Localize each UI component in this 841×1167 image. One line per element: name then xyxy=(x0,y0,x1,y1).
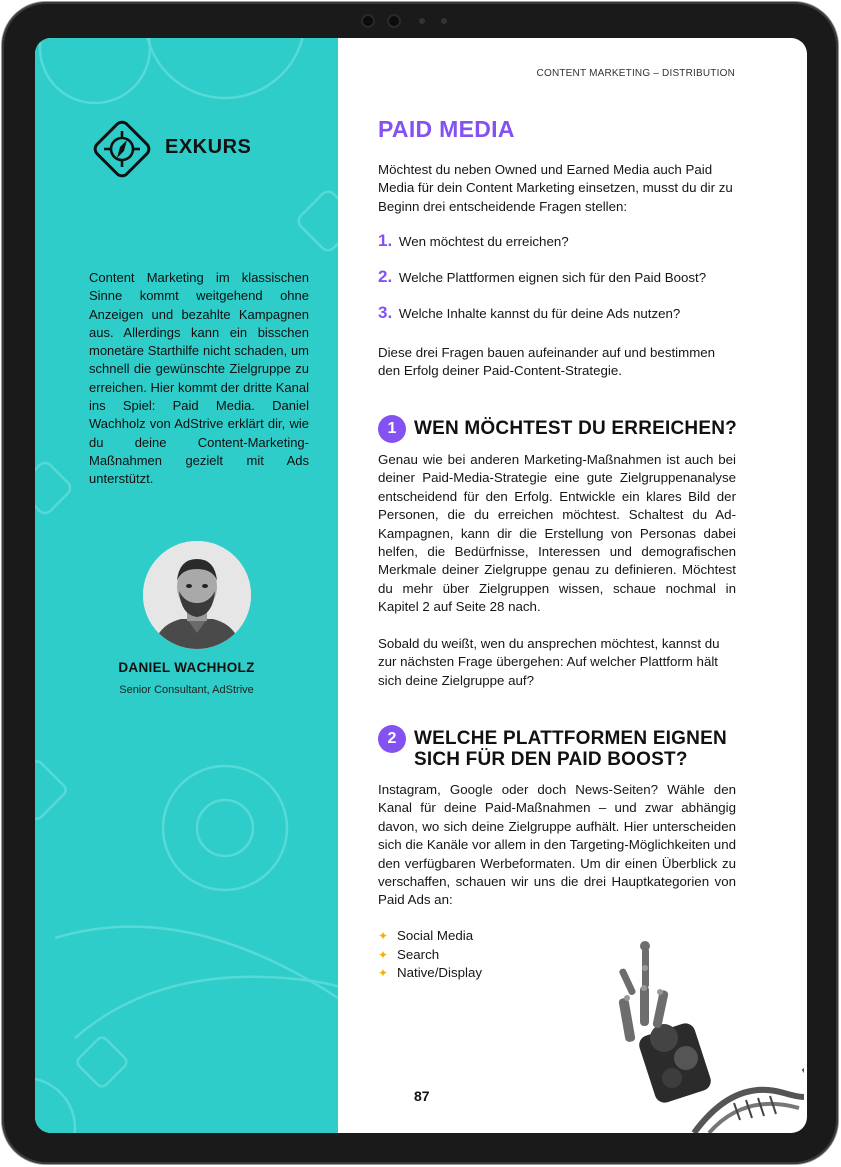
question-number: 1. xyxy=(378,231,393,250)
author-portrait xyxy=(143,541,251,649)
four-point-star-icon: ✦ xyxy=(378,947,389,962)
list-item-label: Social Media xyxy=(397,928,474,943)
exkurs-intro-text: Content Marketing im klassischen Sinne kommt weitgehend ohne Anzeigen und bezahlte Kampagnen aus. Allerdings kann ein bisschen monetäre Starthilfe nicht schaden, um schnell die gewünschte Zielgruppe zu erreichen. Hier kommt der dritte Kanal ins Spiel: Paid Media. Daniel Wachholz von AdStrive erklärt dir, wie du deine Content-Marketing-Maßnahmen gezielt mit Ads unterstützt. xyxy=(89,270,309,487)
question-number: 3. xyxy=(378,303,393,322)
sensor-dot-icon xyxy=(419,18,425,24)
page-title: PAID MEDIA xyxy=(378,116,515,142)
four-point-star-icon: ✦ xyxy=(378,966,389,981)
question-text: Welche Inhalte kannst du für deine Ads nutzen? xyxy=(398,306,681,321)
section-2-heading xyxy=(378,725,727,770)
tablet-frame xyxy=(2,2,838,1164)
section-title xyxy=(414,725,727,770)
sensor-dot-icon xyxy=(441,18,447,24)
after-questions-paragraph: Diese drei Fragen bauen aufeinander auf und bestimmen den Erfolg deiner Paid-Content-Strategie. xyxy=(378,345,716,379)
section-1-paragraph-1: Genau wie bei anderen Marketing-Maßnahmen ist auch bei deiner Paid-Media-Strategie eine gute Zielgruppenanalyse entscheidend für den Erfolg. Entwickle ein klares Bild der Personen, die du erreichen möchtest. Schaltest du Ad-Kampagnen, kann dir die Erstellung von Personas dabei helfen, die Bedürfnisse, Interessen und demografischen Merkmale deiner Zielgruppe genau zu definieren. Möchtest du mehr über Zielgruppen wissen, schaue nochmal in Kapitel 2 auf Seite 28 nach. xyxy=(378,452,736,615)
section-number-badge: 2 xyxy=(378,725,406,753)
question-text: Welche Plattformen eignen sich für den Paid Boost? xyxy=(398,270,707,285)
question-item xyxy=(378,231,569,251)
author-role: Senior Consultant, AdStrive xyxy=(119,684,254,696)
question-item xyxy=(378,303,680,323)
list-item xyxy=(378,964,482,983)
camera-lens-icon xyxy=(361,14,375,28)
section-1-heading xyxy=(378,415,737,443)
paid-ads-category-list xyxy=(378,927,482,983)
section-title: WEN MÖCHTEST DU ERREICHEN? xyxy=(414,418,737,439)
section-2-paragraph: Instagram, Google oder doch News-Seiten? Wähle den Kanal für deine Paid-Maßnahmen – und zwar abhängig davon, wo sich deine Zielgruppe aufhält. Hier unterscheiden sich die Kanäle vor allem in den Targeting-Möglichkeiten und den verfügbaren Werbeformaten. Um dir einen Überblick zu verschaffen, schauen wir uns die drei Hauptkategorien von Paid Ads an: xyxy=(378,782,736,908)
list-item-label: Native/Display xyxy=(397,965,482,981)
author-name: DANIEL WACHHOLZ xyxy=(118,660,255,675)
page-screen[interactable] xyxy=(35,38,807,1133)
section-number-badge: 1 xyxy=(378,415,406,443)
question-text: Wen möchtest du erreichen? xyxy=(398,234,569,249)
section-1-paragraph-2: Sobald du weißt, wen du ansprechen möchtest, kannst du zur nächsten Frage übergehen: Auf welcher Plattform hält sich deine Zielgruppe auf? xyxy=(378,636,720,688)
list-item xyxy=(378,946,482,965)
robot-hand-illustration xyxy=(584,928,804,1133)
camera-bar xyxy=(357,14,467,28)
four-point-star-icon: ✦ xyxy=(378,929,389,943)
running-head: CONTENT MARKETING – DISTRIBUTION xyxy=(536,68,735,79)
list-item-label: Search xyxy=(397,946,440,962)
question-item xyxy=(378,267,706,287)
main-content xyxy=(338,38,807,1133)
avatar xyxy=(143,541,251,649)
exkurs-sidebar xyxy=(35,38,338,1133)
camera-lens-icon xyxy=(387,14,401,28)
list-item xyxy=(378,927,482,946)
question-number: 2. xyxy=(378,267,393,286)
exkurs-label: EXKURS xyxy=(165,136,252,158)
compass-diamond-icon xyxy=(87,114,157,184)
section-title-line: SICH FÜR DEN PAID BOOST? xyxy=(414,749,688,770)
section-title-line: WELCHE PLATTFORMEN EIGNEN xyxy=(414,728,727,749)
page-number: 87 xyxy=(414,1088,430,1104)
lead-paragraph: Möchtest du neben Owned und Earned Media auch Paid Media für dein Content Marketing einsetzen, musst du dir zu Beginn drei entscheidende Fragen stellen: xyxy=(378,162,733,214)
